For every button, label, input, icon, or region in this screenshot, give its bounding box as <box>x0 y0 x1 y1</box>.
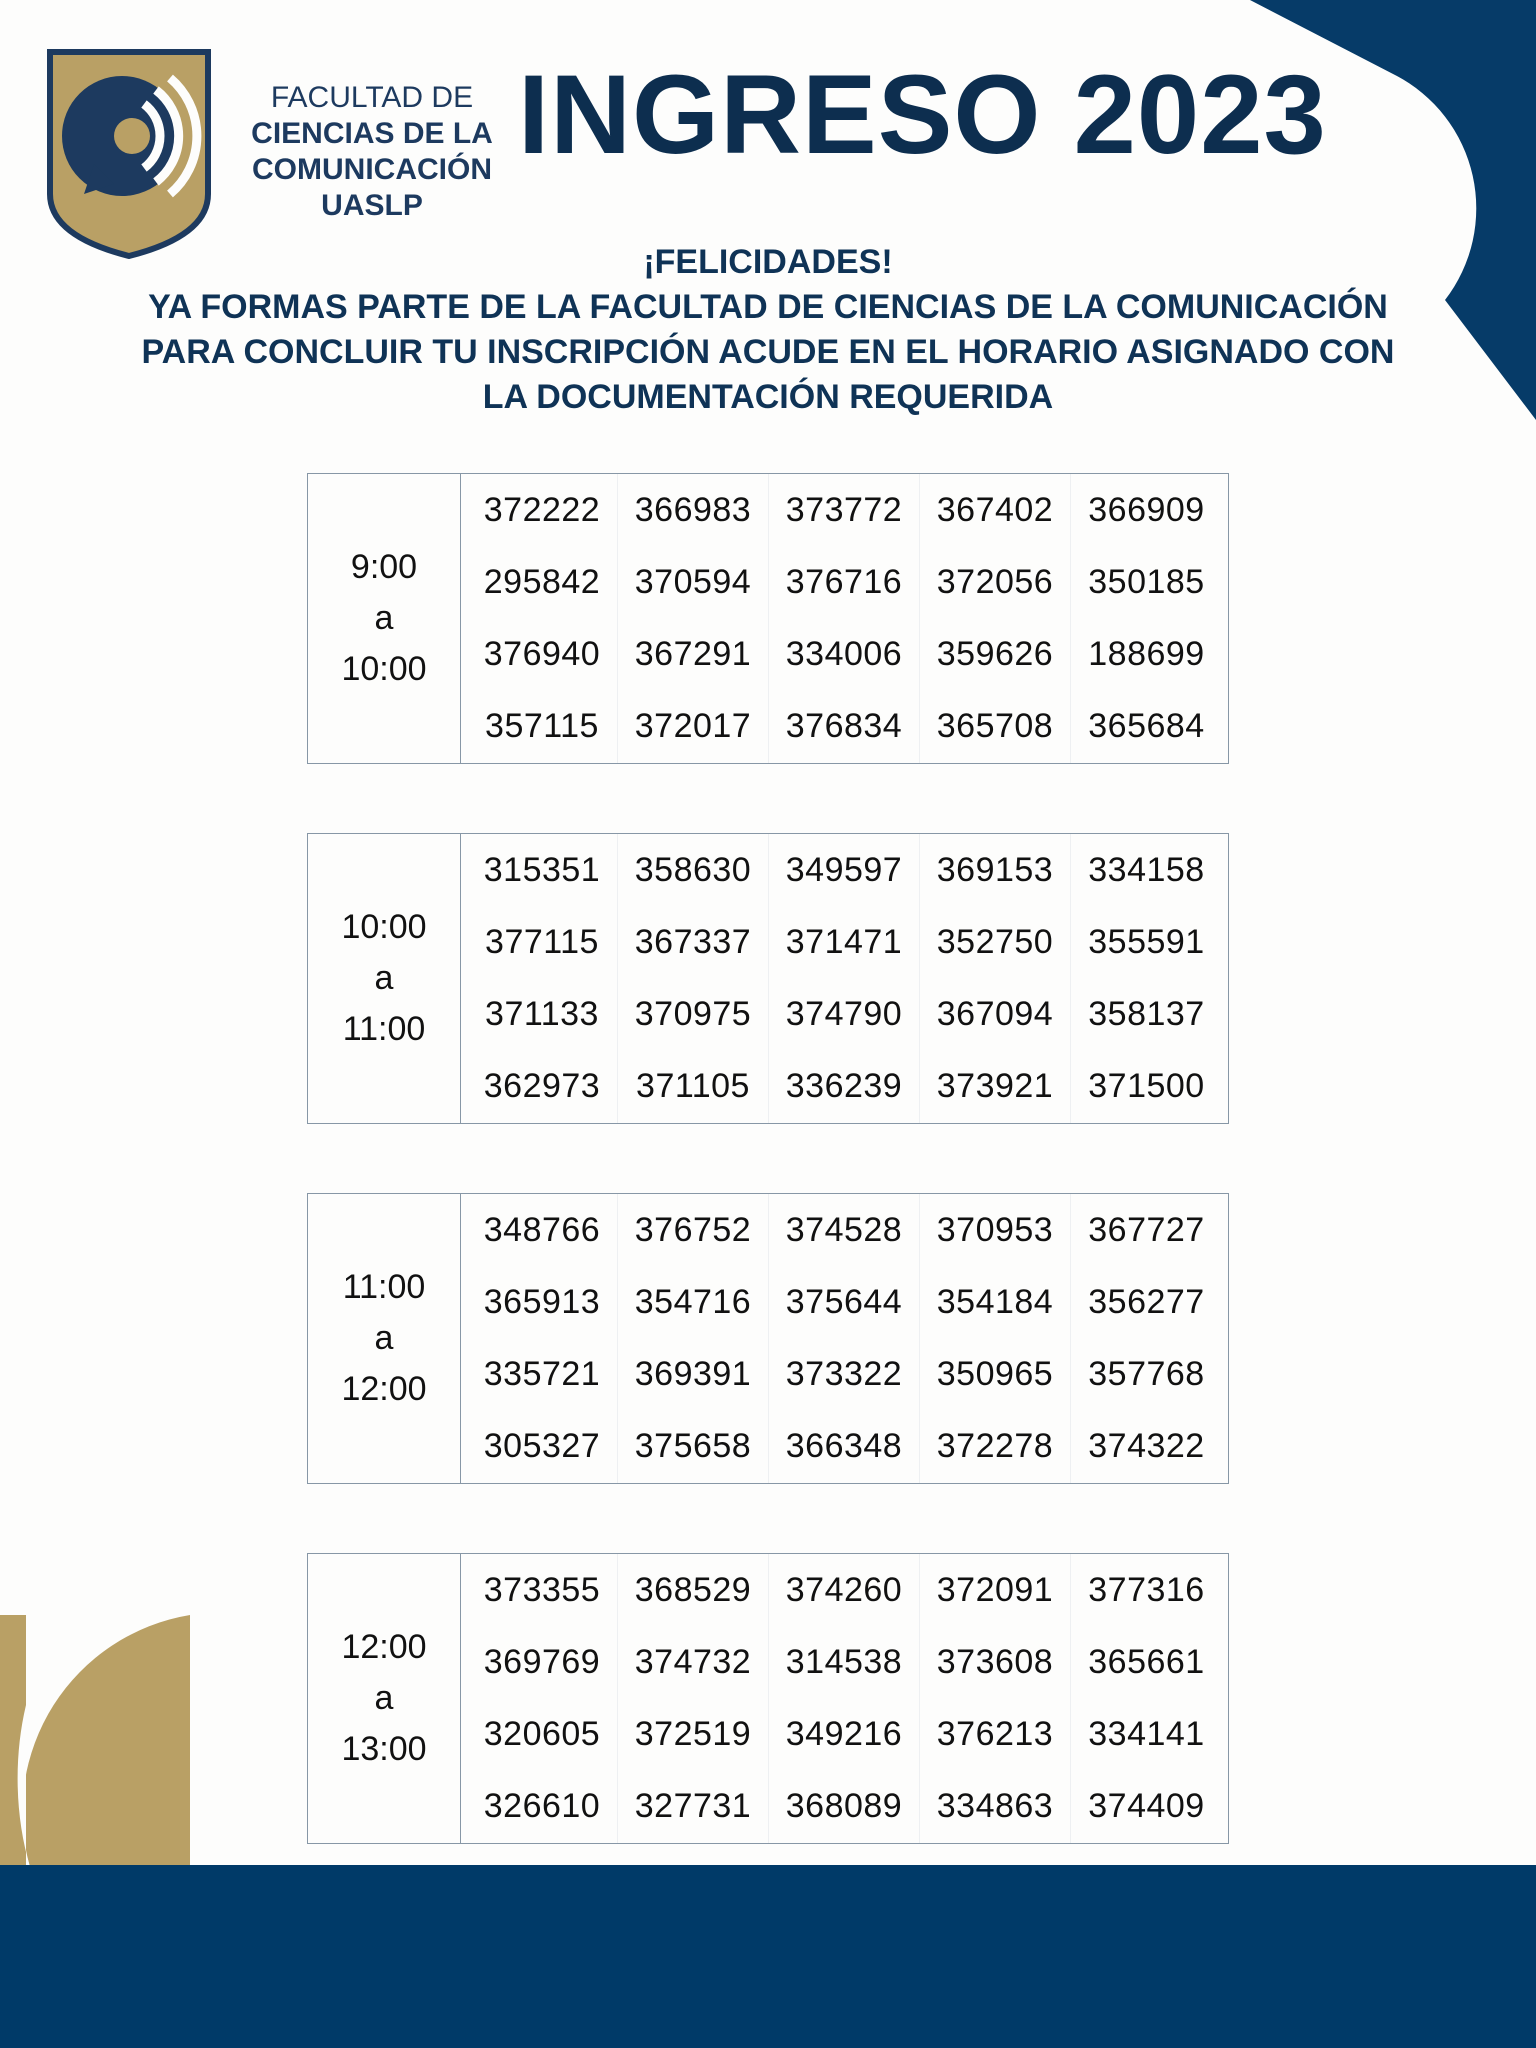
student-code: 314538 <box>769 1626 920 1698</box>
student-code: 295842 <box>467 546 618 618</box>
schedule-block-1 <box>307 473 1229 764</box>
time-separator: a <box>374 1319 394 1357</box>
student-code: 371105 <box>618 1051 769 1123</box>
schedule-block-4 <box>307 1553 1229 1844</box>
student-code: 320605 <box>467 1699 618 1771</box>
student-code: 367094 <box>920 979 1071 1051</box>
student-code: 376213 <box>920 1699 1071 1771</box>
student-code: 376716 <box>769 546 920 618</box>
student-code: 372519 <box>618 1699 769 1771</box>
time-end: 12:00 <box>341 1370 427 1408</box>
time-slot <box>308 1194 461 1483</box>
student-code: 365708 <box>920 691 1071 763</box>
student-code: 372017 <box>618 691 769 763</box>
intro-line-3: PARA CONCLUIR TU INSCRIPCIÓN ACUDE EN EL HORARIO ASIGNADO CON <box>141 333 1395 371</box>
time-start: 10:00 <box>341 908 427 946</box>
footer-band <box>0 1865 1536 2048</box>
student-code: 336239 <box>769 1051 920 1123</box>
logo-line-4: UASLP <box>321 189 423 222</box>
time-separator: a <box>374 1679 394 1717</box>
student-code: 365913 <box>467 1266 618 1338</box>
student-code: 370975 <box>618 979 769 1051</box>
student-code: 372056 <box>920 546 1071 618</box>
code-grid <box>461 1554 1228 1843</box>
code-grid <box>461 834 1228 1123</box>
student-code: 334006 <box>769 619 920 691</box>
student-code: 370953 <box>920 1194 1071 1266</box>
logo-line-1: FACULTAD DE <box>270 81 474 114</box>
student-code: 376834 <box>769 691 920 763</box>
student-code: 373772 <box>769 474 920 546</box>
student-code: 372278 <box>920 1411 1071 1483</box>
student-code: 375658 <box>618 1411 769 1483</box>
time-separator: a <box>374 959 394 997</box>
student-code: 377316 <box>1088 1570 1205 1609</box>
student-code: 305327 <box>467 1411 618 1483</box>
time-end: 11:00 <box>342 1010 426 1048</box>
time-start: 12:00 <box>341 1628 427 1666</box>
student-code: 367402 <box>920 474 1071 546</box>
logo-line-3: COMUNICACIÓN <box>252 153 492 186</box>
student-code: 375644 <box>769 1266 920 1338</box>
schedule-block-2 <box>307 833 1229 1124</box>
student-code: 367337 <box>618 906 769 978</box>
student-code: 373355 <box>467 1554 618 1626</box>
student-code: 371500 <box>1088 1067 1205 1106</box>
student-code: 377115 <box>467 906 618 978</box>
code-grid <box>461 474 1228 763</box>
page-title: INGRESO 2023 <box>518 52 1327 177</box>
student-code: 326610 <box>467 1771 618 1843</box>
student-code: 365684 <box>1088 707 1205 746</box>
student-code: 374322 <box>1088 1427 1205 1466</box>
intro-line-4: LA DOCUMENTACIÓN REQUERIDA <box>482 378 1054 416</box>
student-code: 352750 <box>920 906 1071 978</box>
student-code: 350965 <box>920 1339 1071 1411</box>
intro-line-2: YA FORMAS PARTE DE LA FACULTAD DE CIENCIAS DE LA COMUNICACIÓN <box>148 288 1388 326</box>
student-code: 368529 <box>618 1554 769 1626</box>
logo-text <box>222 80 522 224</box>
time-slot <box>308 1554 461 1843</box>
time-slot <box>308 474 461 763</box>
student-code: 372091 <box>920 1554 1071 1626</box>
student-code: 374790 <box>769 979 920 1051</box>
student-code: 334158 <box>1088 850 1205 889</box>
student-code: 334863 <box>920 1771 1071 1843</box>
student-code: 349216 <box>769 1699 920 1771</box>
student-code: 356277 <box>1088 1282 1205 1321</box>
time-start: 11:00 <box>342 1268 426 1306</box>
student-code: 367727 <box>1088 1210 1205 1249</box>
student-code: 358137 <box>1088 995 1205 1034</box>
time-separator: a <box>374 599 394 637</box>
student-code: 373921 <box>920 1051 1071 1123</box>
student-code: 354716 <box>618 1266 769 1338</box>
student-code: 362973 <box>467 1051 618 1123</box>
student-code: 369769 <box>467 1626 618 1698</box>
student-code: 350185 <box>1088 562 1205 601</box>
time-slot <box>308 834 461 1123</box>
student-code: 335721 <box>467 1339 618 1411</box>
student-code: 374732 <box>618 1626 769 1698</box>
student-code: 366348 <box>769 1411 920 1483</box>
student-code: 315351 <box>467 834 618 906</box>
bottom-left-decoration <box>0 1615 200 1867</box>
student-code: 354184 <box>920 1266 1071 1338</box>
student-code: 376940 <box>467 619 618 691</box>
student-code: 188699 <box>1088 635 1205 674</box>
student-code: 369391 <box>618 1339 769 1411</box>
student-code: 371471 <box>769 906 920 978</box>
intro-line-1: ¡FELICIDADES! <box>643 243 893 281</box>
student-code: 366909 <box>1088 490 1205 529</box>
time-end: 13:00 <box>341 1730 427 1768</box>
student-code: 358630 <box>618 834 769 906</box>
student-code: 366983 <box>618 474 769 546</box>
student-code: 349597 <box>769 834 920 906</box>
intro-message <box>80 240 1456 420</box>
schedule-block-3 <box>307 1193 1229 1484</box>
student-code: 367291 <box>618 619 769 691</box>
student-code: 372222 <box>467 474 618 546</box>
student-code: 355591 <box>1088 922 1205 961</box>
student-code: 327731 <box>618 1771 769 1843</box>
student-code: 371133 <box>467 979 618 1051</box>
student-code: 357768 <box>1088 1355 1205 1394</box>
student-code: 373322 <box>769 1339 920 1411</box>
time-start: 9:00 <box>350 548 418 586</box>
student-code: 374409 <box>1088 1787 1205 1826</box>
time-end: 10:00 <box>341 650 427 688</box>
student-code: 374528 <box>769 1194 920 1266</box>
student-code: 334141 <box>1088 1715 1205 1754</box>
student-code: 348766 <box>467 1194 618 1266</box>
student-code: 368089 <box>769 1771 920 1843</box>
student-code: 376752 <box>618 1194 769 1266</box>
code-grid <box>461 1194 1228 1483</box>
student-code: 359626 <box>920 619 1071 691</box>
student-code: 357115 <box>467 691 618 763</box>
student-code: 370594 <box>618 546 769 618</box>
student-code: 369153 <box>920 834 1071 906</box>
student-code: 374260 <box>769 1554 920 1626</box>
student-code: 365661 <box>1088 1642 1205 1681</box>
logo-line-2: CIENCIAS DE LA <box>251 117 493 150</box>
shield-icon <box>44 44 214 259</box>
faculty-logo <box>44 44 493 264</box>
student-code: 373608 <box>920 1626 1071 1698</box>
